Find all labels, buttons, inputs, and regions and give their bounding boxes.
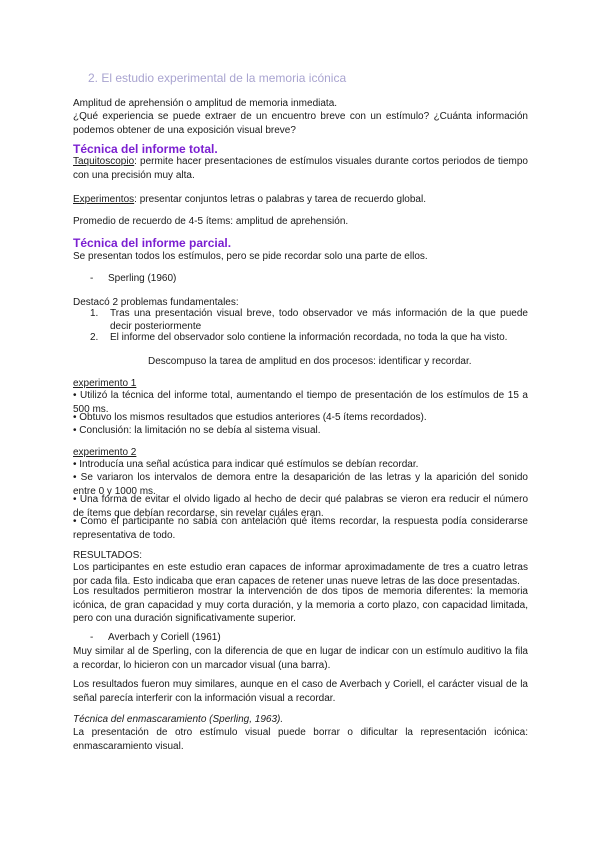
enmascaramiento-paragraph: La presentación de otro estímulo visual puede borrar o dificultar la representación icónica: enmascaramiento visual. bbox=[73, 727, 528, 752]
enmascaramiento-title: Técnica del enmascaramiento (Sperling, 1963). bbox=[73, 714, 284, 725]
experimentos-text: : presentar conjuntos letras o palabras y tarea de recuerdo global. bbox=[134, 194, 426, 205]
experimento2-bullet: • Como el participante no sabía con antelación qué ítems recordar, la respuesta podía considerarse representativa de todo. bbox=[73, 516, 528, 541]
resultados-paragraph: Los resultados permitieron mostrar la intervención de dos tipos de memoria diferentes: la memoria icónica, de gran capacidad y muy corta duración, y la memoria a corto plazo, con capacidad limitada, pero con una duración significativamente superior. bbox=[73, 586, 528, 624]
experimento1-bullet: • Conclusión: la limitación no se debía al sistema visual. bbox=[73, 425, 321, 436]
problem-number: 1. bbox=[90, 308, 99, 319]
heading-informe-parcial: Técnica del informe parcial. bbox=[73, 236, 232, 250]
problem-text: El informe del observador solo contiene la información recordada, no toda la que ha visto. bbox=[110, 332, 508, 343]
taquitoscopio-paragraph bbox=[73, 155, 528, 182]
sperling-label: Sperling (1960) bbox=[108, 273, 177, 284]
experimento1-bullet: • Obtuvo los mismos resultados que estudios anteriores (4-5 ítems recordados). bbox=[73, 412, 427, 423]
experimento2-title: experimento 2 bbox=[73, 447, 137, 458]
dash-marker: - bbox=[90, 632, 94, 643]
resultados-title: RESULTADOS: bbox=[73, 550, 143, 561]
intro-line: Amplitud de aprehensión o amplitud de memoria inmediata. bbox=[73, 98, 338, 109]
resultados-paragraph: Los participantes en este estudio eran capaces de informar aproximadamente de tres a cuatro letras por cada fila. Esto indicaba que eran capaces de retener unas nueve letras de las doce presentadas. bbox=[73, 562, 528, 587]
section-title: 2. El estudio experimental de la memoria icónica bbox=[88, 71, 347, 85]
problem-number: 2. bbox=[90, 332, 99, 343]
descompuso-line: Descompuso la tarea de amplitud en dos procesos: identificar y recordar. bbox=[148, 356, 472, 367]
experimento2-bullet: • Introducía una señal acústica para indicar qué estímulos se debían recordar. bbox=[73, 459, 419, 470]
experimentos-paragraph bbox=[73, 193, 528, 207]
heading-informe-total: Técnica del informe total. bbox=[73, 142, 218, 156]
averbach-paragraph: Muy similar al de Sperling, con la diferencia de que en lugar de indicar con un estímulo auditivo la fila a recordar, lo hicieron con un marcador visual (una barra). bbox=[73, 646, 528, 671]
experimento2-bullet: • Una forma de evitar el olvido ligado al hecho de decir qué palabras se vieron era reducir el número de ítems que debían recordarse, sin revelar cuáles eran. bbox=[73, 494, 528, 519]
experimento1-bullet: • Utilizó la técnica del informe total, aumentando el tiempo de presentación de los estímulos de 15 a 500 ms. bbox=[73, 390, 528, 415]
promedio-paragraph: Promedio de recuerdo de 4-5 ítems: amplitud de aprehensión. bbox=[73, 216, 349, 227]
averbach-list-item bbox=[90, 632, 221, 643]
taquitoscopio-term: Taquitoscopio bbox=[73, 156, 135, 167]
dash-marker: - bbox=[90, 273, 94, 284]
averbach-results-paragraph: Los resultados fueron muy similares, aunque en el caso de Averbach y Coriell, el carácter visual de la señal parecía interferir con la información visual a recordar. bbox=[73, 679, 528, 704]
taquitoscopio-text: : permite hacer presentaciones de estímulos visuales durante cortos periodos de tiempo con una precisión muy alta. bbox=[73, 156, 528, 181]
experimento1-title: experimento 1 bbox=[73, 378, 137, 389]
intro-question: ¿Qué experiencia se puede extraer de un encuentro breve con un estímulo? ¿Cuánta información podemos obtener de una exposición visual breve? bbox=[73, 111, 528, 136]
averbach-label: Averbach y Coriell (1961) bbox=[108, 632, 221, 643]
destaco-line: Destacó 2 problemas fundamentales: bbox=[73, 297, 239, 308]
informe-parcial-intro: Se presentan todos los estímulos, pero se pide recordar solo una parte de ellos. bbox=[73, 251, 428, 262]
sperling-list-item bbox=[90, 273, 176, 284]
problem-text: Tras una presentación visual breve, todo observador ve más información de la que puede decir posteriormente bbox=[110, 308, 528, 332]
experimentos-term: Experimentos bbox=[73, 194, 135, 205]
experimento2-bullet: • Se variaron los intervalos de demora entre la desaparición de las letras y la aparición del sonido entre 0 y 1000 ms. bbox=[73, 472, 528, 497]
